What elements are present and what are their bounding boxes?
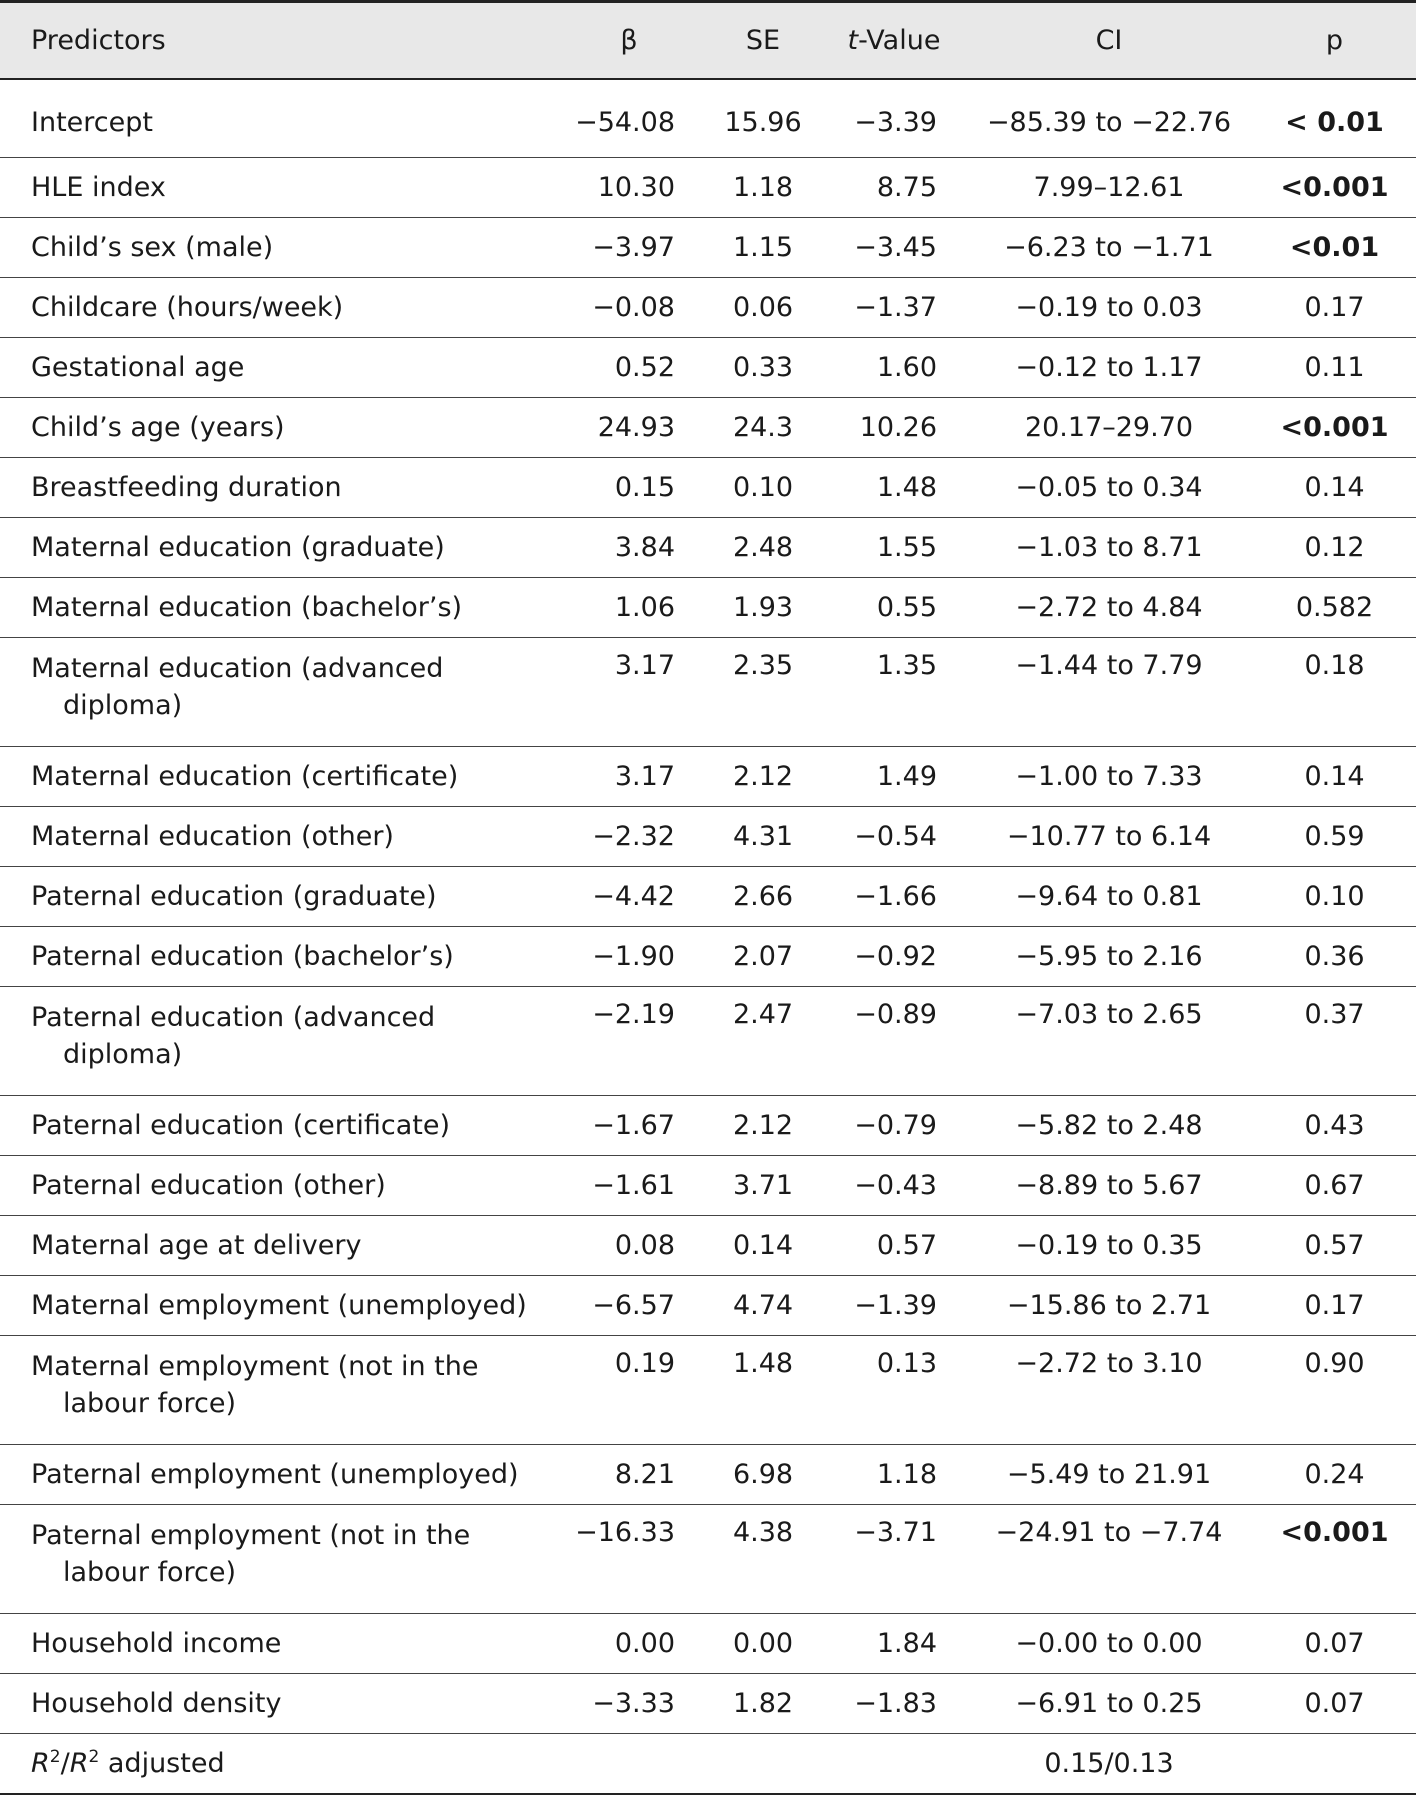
ci-cell: −0.12 to 1.17 <box>965 338 1253 398</box>
r-label-rest: adjusted <box>99 1748 225 1779</box>
ci-cell: −0.00 to 0.00 <box>965 1614 1253 1674</box>
p-cell: 0.07 <box>1253 1614 1416 1674</box>
table-row-r-squared <box>0 1734 1416 1795</box>
r-letter-1: R <box>31 1748 50 1779</box>
predictor-cell: Maternal education (graduate) <box>0 518 555 578</box>
t-cell: 0.57 <box>823 1216 965 1276</box>
t-cell: 1.55 <box>823 518 965 578</box>
table-row <box>0 398 1416 458</box>
p-cell: <0.001 <box>1253 398 1416 458</box>
p-cell: 0.59 <box>1253 807 1416 867</box>
p-cell: 0.582 <box>1253 578 1416 638</box>
t-cell: 10.26 <box>823 398 965 458</box>
beta-cell: −54.08 <box>555 79 703 158</box>
predictor-line1: Maternal employment (not in the <box>31 1351 479 1382</box>
r-letter-2: R <box>69 1748 89 1779</box>
p-cell: 0.36 <box>1253 927 1416 987</box>
table-row <box>0 1096 1416 1156</box>
beta-cell: −6.57 <box>555 1276 703 1336</box>
r-squared-label <box>0 1734 555 1795</box>
t-cell: −0.54 <box>823 807 965 867</box>
p-cell: 0.90 <box>1253 1336 1416 1445</box>
beta-cell: −1.61 <box>555 1156 703 1216</box>
predictor-line1: Paternal education (advanced <box>31 1002 436 1033</box>
beta-cell: 10.30 <box>555 158 703 218</box>
ci-cell: −0.19 to 0.35 <box>965 1216 1253 1276</box>
ci-cell: −5.49 to 21.91 <box>965 1445 1253 1505</box>
ci-cell: −0.19 to 0.03 <box>965 278 1253 338</box>
t-cell: 1.35 <box>823 638 965 747</box>
table-row <box>0 867 1416 927</box>
header-t-rest: -Value <box>858 25 941 56</box>
table-row <box>0 1674 1416 1734</box>
ci-cell: −7.03 to 2.65 <box>965 987 1253 1096</box>
p-cell: 0.11 <box>1253 338 1416 398</box>
table-row <box>0 747 1416 807</box>
predictor-cell: Breastfeeding duration <box>0 458 555 518</box>
se-cell: 0.14 <box>703 1216 823 1276</box>
t-cell: −0.43 <box>823 1156 965 1216</box>
ci-cell: −24.91 to −7.74 <box>965 1505 1253 1614</box>
table-body <box>0 79 1416 1794</box>
table-row <box>0 578 1416 638</box>
beta-cell: 3.17 <box>555 747 703 807</box>
predictor-cell <box>0 987 555 1096</box>
se-cell: 1.82 <box>703 1674 823 1734</box>
t-cell: −1.66 <box>823 867 965 927</box>
se-cell: 0.33 <box>703 338 823 398</box>
predictor-cell: Paternal education (graduate) <box>0 867 555 927</box>
beta-cell: 8.21 <box>555 1445 703 1505</box>
predictor-cell: Intercept <box>0 79 555 158</box>
t-cell: −0.92 <box>823 927 965 987</box>
se-cell: 3.71 <box>703 1156 823 1216</box>
beta-cell: 1.06 <box>555 578 703 638</box>
ci-cell: −5.82 to 2.48 <box>965 1096 1253 1156</box>
predictor-line1: Paternal employment (not in the <box>31 1520 471 1551</box>
t-cell: −1.37 <box>823 278 965 338</box>
ci-cell: 7.99–12.61 <box>965 158 1253 218</box>
t-cell: −0.79 <box>823 1096 965 1156</box>
p-cell: 0.12 <box>1253 518 1416 578</box>
predictor-cell: Gestational age <box>0 338 555 398</box>
ci-cell: −10.77 to 6.14 <box>965 807 1253 867</box>
predictor-line2: diploma) <box>63 690 183 721</box>
se-cell: 1.48 <box>703 1336 823 1445</box>
p-cell: 0.10 <box>1253 867 1416 927</box>
ci-cell: −6.91 to 0.25 <box>965 1674 1253 1734</box>
predictor-cell: Childcare (hours/week) <box>0 278 555 338</box>
beta-cell: −0.08 <box>555 278 703 338</box>
ci-cell: −0.05 to 0.34 <box>965 458 1253 518</box>
header-se: SE <box>703 2 823 80</box>
t-cell: −0.89 <box>823 987 965 1096</box>
header-t-italic: t <box>847 25 859 56</box>
p-cell: <0.001 <box>1253 158 1416 218</box>
table-row <box>0 1614 1416 1674</box>
ci-cell: −6.23 to −1.71 <box>965 218 1253 278</box>
predictor-cell <box>0 638 555 747</box>
header-beta: β <box>555 2 703 80</box>
p-cell: 0.07 <box>1253 1674 1416 1734</box>
r-sup-2: 2 <box>88 1747 100 1767</box>
predictor-line1: Maternal education (advanced <box>31 653 444 684</box>
beta-cell: 0.00 <box>555 1614 703 1674</box>
empty-cell <box>823 1734 965 1795</box>
p-cell: 0.37 <box>1253 987 1416 1096</box>
table-row <box>0 1276 1416 1336</box>
ci-cell: −1.03 to 8.71 <box>965 518 1253 578</box>
header-row <box>0 2 1416 80</box>
predictor-line2: diploma) <box>63 1039 183 1070</box>
se-cell: 4.38 <box>703 1505 823 1614</box>
table-row <box>0 987 1416 1096</box>
p-cell: <0.01 <box>1253 218 1416 278</box>
p-cell: 0.57 <box>1253 1216 1416 1276</box>
beta-cell: −1.67 <box>555 1096 703 1156</box>
table-row <box>0 927 1416 987</box>
beta-cell: −1.90 <box>555 927 703 987</box>
ci-cell: −8.89 to 5.67 <box>965 1156 1253 1216</box>
beta-cell: 0.52 <box>555 338 703 398</box>
table-header <box>0 2 1416 80</box>
predictor-cell: HLE index <box>0 158 555 218</box>
p-cell: 0.18 <box>1253 638 1416 747</box>
header-ci: CI <box>965 2 1253 80</box>
table-row <box>0 638 1416 747</box>
t-cell: −3.71 <box>823 1505 965 1614</box>
t-cell: −3.45 <box>823 218 965 278</box>
beta-cell: 3.84 <box>555 518 703 578</box>
se-cell: 2.66 <box>703 867 823 927</box>
predictor-cell: Paternal education (other) <box>0 1156 555 1216</box>
ci-cell: −1.44 to 7.79 <box>965 638 1253 747</box>
beta-cell: 0.08 <box>555 1216 703 1276</box>
predictor-cell: Maternal education (other) <box>0 807 555 867</box>
empty-cell <box>1253 1734 1416 1795</box>
predictor-cell: Paternal education (certificate) <box>0 1096 555 1156</box>
r-sup-1: 2 <box>49 1747 61 1767</box>
t-cell: 1.60 <box>823 338 965 398</box>
header-t-value <box>823 2 965 80</box>
p-cell: 0.14 <box>1253 458 1416 518</box>
t-cell: −1.83 <box>823 1674 965 1734</box>
p-cell: 0.67 <box>1253 1156 1416 1216</box>
r-squared-value: 0.15/0.13 <box>965 1734 1253 1795</box>
predictor-cell: Child’s age (years) <box>0 398 555 458</box>
beta-cell: −3.97 <box>555 218 703 278</box>
se-cell: 0.10 <box>703 458 823 518</box>
beta-cell: 24.93 <box>555 398 703 458</box>
se-cell: 4.31 <box>703 807 823 867</box>
table-row <box>0 1445 1416 1505</box>
beta-cell: −16.33 <box>555 1505 703 1614</box>
table-row <box>0 1336 1416 1445</box>
se-cell: 2.47 <box>703 987 823 1096</box>
p-cell: < 0.01 <box>1253 79 1416 158</box>
p-cell: 0.14 <box>1253 747 1416 807</box>
predictor-cell: Maternal employment (unemployed) <box>0 1276 555 1336</box>
beta-cell: −4.42 <box>555 867 703 927</box>
se-cell: 1.93 <box>703 578 823 638</box>
t-cell: 1.84 <box>823 1614 965 1674</box>
p-cell: 0.17 <box>1253 278 1416 338</box>
predictor-cell: Maternal education (bachelor’s) <box>0 578 555 638</box>
header-predictors: Predictors <box>0 2 555 80</box>
se-cell: 24.3 <box>703 398 823 458</box>
p-cell: 0.24 <box>1253 1445 1416 1505</box>
se-cell: 4.74 <box>703 1276 823 1336</box>
ci-cell: 20.17–29.70 <box>965 398 1253 458</box>
table-row <box>0 79 1416 158</box>
table-row <box>0 278 1416 338</box>
ci-cell: −2.72 to 3.10 <box>965 1336 1253 1445</box>
beta-cell: 0.19 <box>555 1336 703 1445</box>
ci-cell: −9.64 to 0.81 <box>965 867 1253 927</box>
predictor-cell: Maternal age at delivery <box>0 1216 555 1276</box>
table-row <box>0 518 1416 578</box>
se-cell: 2.48 <box>703 518 823 578</box>
predictor-cell: Paternal employment (unemployed) <box>0 1445 555 1505</box>
table-row <box>0 1505 1416 1614</box>
predictor-line2: labour force) <box>63 1557 237 1588</box>
ci-cell: −1.00 to 7.33 <box>965 747 1253 807</box>
empty-cell <box>555 1734 703 1795</box>
se-cell: 2.07 <box>703 927 823 987</box>
t-cell: 1.18 <box>823 1445 965 1505</box>
ci-cell: −2.72 to 4.84 <box>965 578 1253 638</box>
se-cell: 1.15 <box>703 218 823 278</box>
predictor-cell: Household density <box>0 1674 555 1734</box>
ci-cell: −85.39 to −22.76 <box>965 79 1253 158</box>
table-row <box>0 1156 1416 1216</box>
r-slash: / <box>60 1748 70 1779</box>
ci-cell: −5.95 to 2.16 <box>965 927 1253 987</box>
predictor-cell: Maternal education (certificate) <box>0 747 555 807</box>
table-row <box>0 218 1416 278</box>
se-cell: 0.00 <box>703 1614 823 1674</box>
se-cell: 2.12 <box>703 1096 823 1156</box>
se-cell: 2.35 <box>703 638 823 747</box>
t-cell: 8.75 <box>823 158 965 218</box>
t-cell: 0.55 <box>823 578 965 638</box>
t-cell: 1.48 <box>823 458 965 518</box>
table-row <box>0 807 1416 867</box>
p-cell: 0.17 <box>1253 1276 1416 1336</box>
ci-cell: −15.86 to 2.71 <box>965 1276 1253 1336</box>
empty-cell <box>703 1734 823 1795</box>
beta-cell: 0.15 <box>555 458 703 518</box>
se-cell: 6.98 <box>703 1445 823 1505</box>
predictor-cell: Household income <box>0 1614 555 1674</box>
beta-cell: −3.33 <box>555 1674 703 1734</box>
table-row <box>0 158 1416 218</box>
predictor-cell: Paternal education (bachelor’s) <box>0 927 555 987</box>
predictor-cell <box>0 1336 555 1445</box>
predictor-line2: labour force) <box>63 1388 237 1419</box>
se-cell: 0.06 <box>703 278 823 338</box>
t-cell: −1.39 <box>823 1276 965 1336</box>
se-cell: 15.96 <box>703 79 823 158</box>
t-cell: 0.13 <box>823 1336 965 1445</box>
se-cell: 2.12 <box>703 747 823 807</box>
predictor-cell <box>0 1505 555 1614</box>
beta-cell: 3.17 <box>555 638 703 747</box>
t-cell: −3.39 <box>823 79 965 158</box>
p-cell: 0.43 <box>1253 1096 1416 1156</box>
predictor-cell: Child’s sex (male) <box>0 218 555 278</box>
beta-cell: −2.19 <box>555 987 703 1096</box>
p-cell: <0.001 <box>1253 1505 1416 1614</box>
header-p: p <box>1253 2 1416 80</box>
table-row <box>0 338 1416 398</box>
se-cell: 1.18 <box>703 158 823 218</box>
t-cell: 1.49 <box>823 747 965 807</box>
beta-cell: −2.32 <box>555 807 703 867</box>
table-row <box>0 458 1416 518</box>
table-row <box>0 1216 1416 1276</box>
